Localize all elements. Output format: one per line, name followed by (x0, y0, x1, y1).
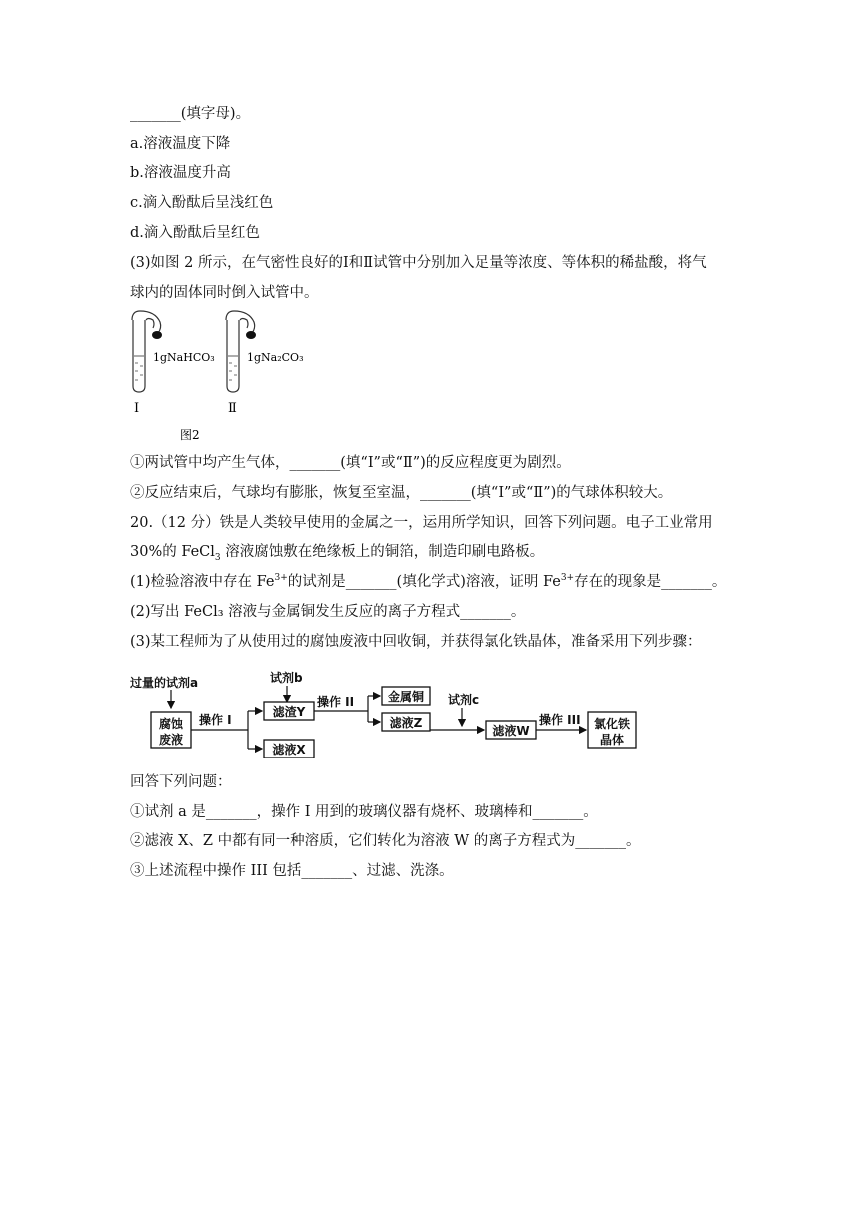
option-b: b.溶液温度升高 (130, 165, 231, 181)
question-20-part-2: (2)写出 FeCl₃ 溶液与金属铜发生反应的离子方程式_______。 (130, 604, 526, 620)
question-20-part-3: (3)某工程师为了从使用过的腐蚀废液中回收铜，并获得氯化铁晶体，准备采用下列步骤： (130, 634, 702, 650)
label-op2: 操作 II (317, 695, 355, 709)
label-residue-y: 滤渣Y (272, 705, 306, 719)
label-reagent-c: 试剂c (448, 693, 480, 707)
tube-label-1: Ⅰ (134, 401, 140, 416)
tube-label-2: Ⅱ (228, 401, 237, 416)
label-filtrate-x: 滤液X (272, 743, 306, 757)
question-3-stem-cont: 球内的固体同时倒入试管中。 (130, 285, 319, 301)
question-20-3-part-2: ②滤液 X、Z 中都有同一种溶质，它们转化为溶液 W 的离子方程式为_______。 (130, 833, 641, 849)
process-flowchart (128, 666, 648, 758)
question-20-stem: 20.（12 分）铁是人类较早使用的金属之一，运用所学知识，回答下列问题。电子工业常用 (130, 515, 713, 531)
question-20-3-part-3: ③上述流程中操作 III 包括_______、过滤、洗涤。 (130, 863, 454, 879)
question-20-3-part-1: ①试剂 a 是_______，操作 I 用到的玻璃仪器有烧杯、玻璃棒和_______。 (130, 804, 598, 820)
answer-blank-line: _______(填字母)。 (130, 106, 251, 122)
label-nahco3: 1gNaHCO₃ (153, 351, 215, 364)
option-d: d.滴入酚酞后呈红色 (130, 225, 260, 241)
label-op1: 操作 I (199, 713, 232, 727)
label-na2co3: 1gNa₂CO₃ (247, 351, 304, 364)
question-3-stem: (3)如图 2 所示，在气密性良好的Ⅰ和Ⅱ试管中分别加入足量等浓度、等体积的稀盐酸，将气 (130, 255, 707, 271)
label-reagent-b: 试剂b (270, 671, 303, 685)
label-product-1: 氯化铁 (593, 717, 631, 731)
label-reagent-a: 过量的试剂a (130, 676, 199, 690)
label-filtrate-z: 滤液Z (389, 716, 423, 730)
label-product-2: 晶体 (599, 733, 625, 747)
question-20-stem-cont: 30%的 FeCl$_3$ 溶液腐蚀敷在绝缘板上的铜箔，制造印刷电路板。 (130, 544, 545, 563)
figure-caption: 图2 (180, 428, 200, 442)
figure-2-test-tubes (128, 308, 328, 443)
balloon-solid-1 (152, 331, 162, 339)
label-copper: 金属铜 (387, 690, 425, 704)
label-filtrate-w: 滤液W (492, 724, 530, 738)
balloon-solid-2 (246, 331, 256, 339)
label-op3: 操作 III (539, 713, 581, 727)
question-3-part-1: ①两试管中均产生气体，_______(填“Ⅰ”或“Ⅱ”)的反应程度更为剧烈。 (130, 455, 571, 471)
answer-intro: 回答下列问题： (130, 774, 232, 790)
option-a: a.溶液温度下降 (130, 136, 231, 152)
label-waste-2: 废液 (158, 733, 184, 747)
option-c: c.滴入酚酞后呈浅红色 (130, 195, 274, 211)
label-waste-1: 腐蚀 (158, 717, 184, 731)
question-20-part-1: (1)检验溶液中存在 $Fe^{3+}$的试剂是_______(填化学式)溶液，证明 $Fe^{3+}$存在的现象是_______。 (130, 573, 727, 590)
question-3-part-2: ②反应结束后，气球均有膨胀，恢复至室温，_______(填“Ⅰ”或“Ⅱ”)的气球体积较大。 (130, 485, 673, 501)
